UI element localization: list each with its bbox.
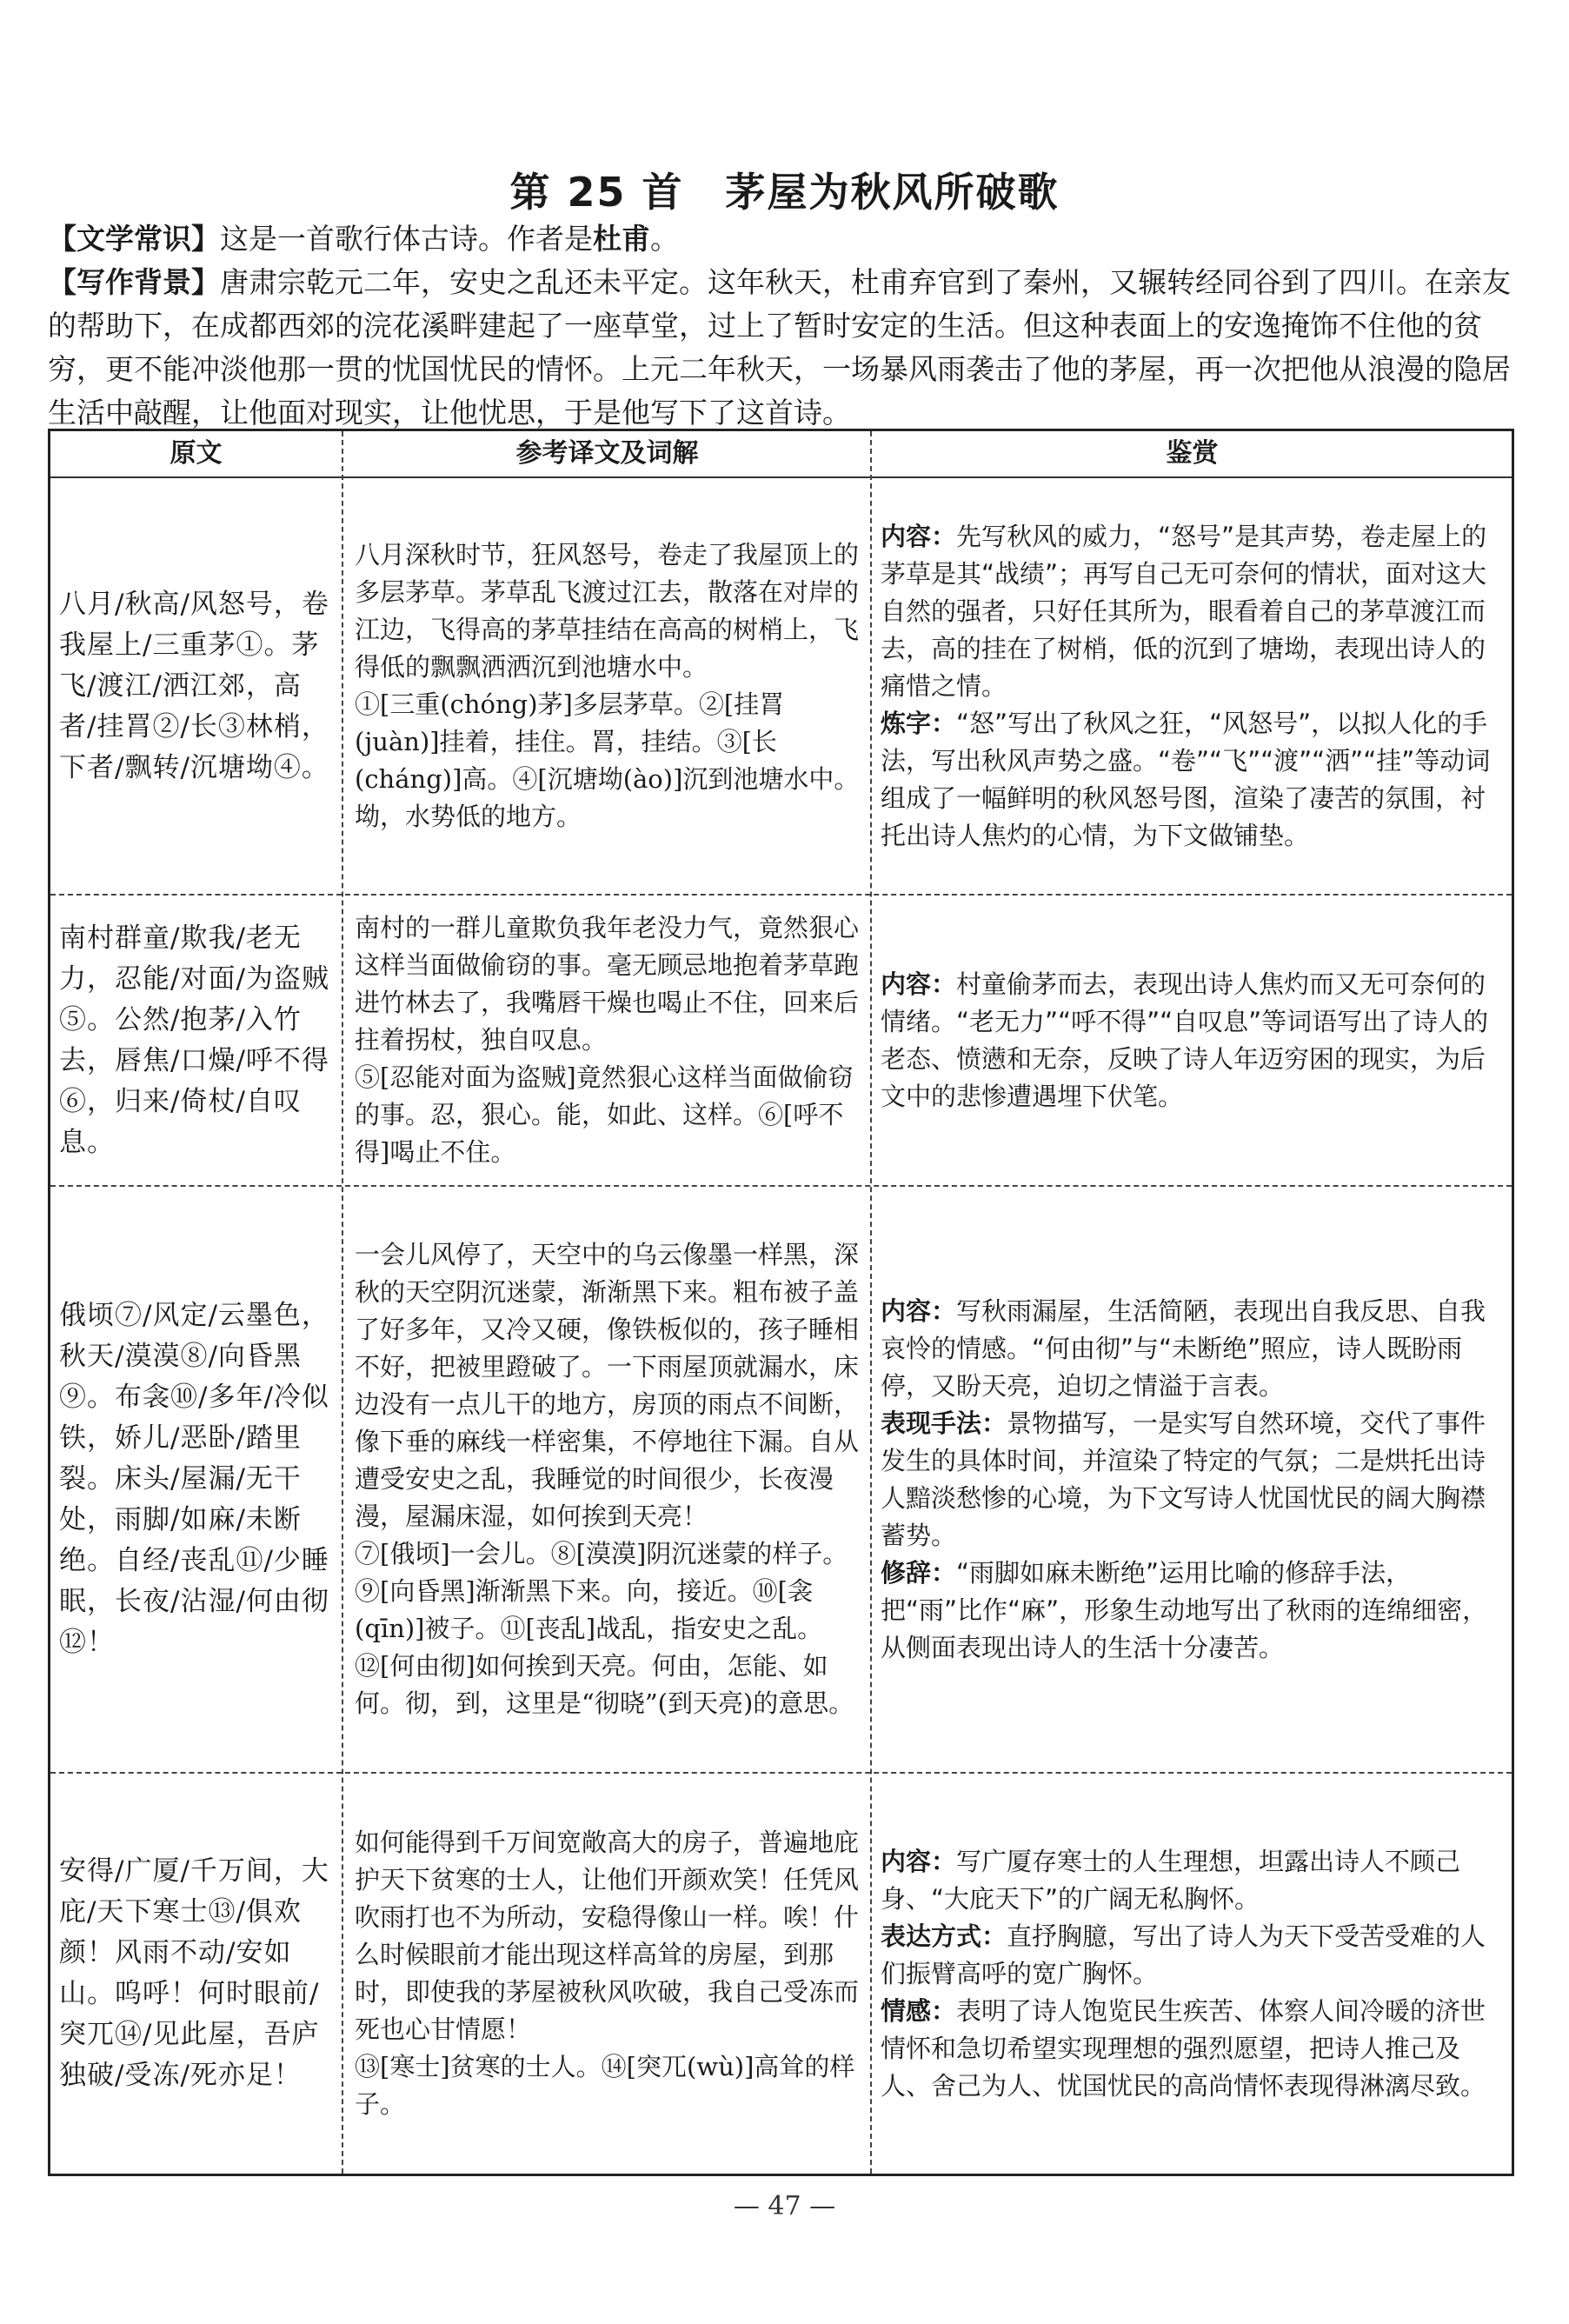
original-text: 南村群童/欺我/老无力，忍能/对面/为盗贼⑤。公然/抱茅/入竹去，唇焦/口燥/呼不得⑥，归来/倚杖/自叹息。 — [59, 922, 329, 1158]
appreciation-item — [881, 1293, 1505, 1405]
word-notes: ⑤[忍能对面为盗贼]竟然狠心这样当面做偷窃的事。忍，狠心。能，如此、这样。⑥[呼不得]喝止不住。 — [355, 1062, 854, 1167]
original-text: 八月/秋高/风怒号，卷我屋上/三重茅①。茅飞/渡江/洒江郊，高者/挂罥②/长③林梢，下者/飘转/沉塘坳④。 — [59, 588, 329, 783]
appreciation-item — [881, 518, 1505, 705]
word-notes: ①[三重(chóng)茅]多层茅草。②[挂罥(juàn)]挂着，挂住。罥，挂结。③[长(cháng)]高。④[沉塘坳(ào)]沉到池塘水中。坳，水势低的地方。 — [355, 689, 860, 831]
appreciation-text: 写秋雨漏屋，生活简陋，表现出自我反思、自我哀怜的情感。“何由彻”与“未断绝”照应，诗人既盼雨停，又盼天亮，迫切之情溢于言表。 — [881, 1295, 1486, 1401]
translation-cell — [355, 1187, 863, 1772]
appreciation-label: 炼字： — [881, 708, 957, 738]
translation-cell — [355, 1774, 863, 2174]
translation-cell — [355, 478, 863, 894]
appreciation-text: 直抒胸臆，写出了诗人为天下受苦受难的人们振臂高呼的宽广胸怀。 — [881, 1921, 1486, 1988]
header-translation: 参考译文及词解 — [515, 438, 699, 469]
appreciation-label: 表达方式： — [881, 1921, 1007, 1951]
literary-knowledge-end: 。 — [650, 222, 679, 256]
appreciation-label: 内容： — [881, 1295, 957, 1326]
page-number: — 47 — — [733, 2191, 836, 2221]
appreciation-item — [881, 1993, 1505, 2105]
literary-knowledge-tag: 【文学常识】 — [48, 222, 220, 256]
appreciation-cell — [881, 478, 1505, 894]
table-header — [50, 431, 1512, 478]
appreciation-text: 写广厦存寒士的人生理想，坦露出诗人不顾己身、“大庇天下”的广阔无私胸怀。 — [881, 1846, 1461, 1914]
appreciation-label: 内容： — [881, 969, 957, 999]
appreciation-label: 内容： — [881, 521, 957, 551]
table-row — [59, 896, 333, 1185]
appreciation-item — [881, 1555, 1505, 1667]
appreciation-item — [881, 1405, 1505, 1555]
appreciation-text: 景物描写，一是实写自然环境，交代了事件发生的具体时间，并渲染了特定的气氛；二是烘托出诗人黯淡愁惨的心境，为下文写诗人忧国忧民的阔大胸襟蓄势。 — [881, 1408, 1486, 1550]
writing-background-tag: 【写作背景】 — [48, 265, 220, 299]
table-row — [59, 1774, 333, 2174]
appreciation-label: 修辞： — [881, 1557, 957, 1588]
appreciation-text: 村童偷茅而去，表现出诗人焦灼而又无可奈何的情绪。“老无力”“呼不得”“自叹息”等词语写出了诗人的老态、愤懑和无奈，反映了诗人年迈穷困的现实，为后文中的悲惨遭遇埋下伏笔。 — [881, 969, 1489, 1111]
translation-cell — [355, 896, 863, 1185]
header-appreciation: 鉴赏 — [1166, 438, 1219, 469]
appreciation-text: 表明了诗人饱览民生疾苦、体察人间冷暖的济世情怀和急切希望实现理想的强烈愿望，把诗人推己及人、舍己为人、忧国忧民的高尚情怀表现得淋漓尽致。 — [881, 1995, 1486, 2101]
appreciation-item — [881, 1843, 1505, 1918]
column-divider — [870, 431, 872, 2174]
appreciation-label: 情感： — [881, 1995, 957, 2026]
appreciation-item — [881, 1918, 1505, 1993]
appreciation-cell — [881, 1774, 1505, 2174]
poem-table — [48, 429, 1514, 2176]
appreciation-item — [881, 966, 1505, 1115]
translation-text: 南村的一群儿童欺负我年老没力气，竟然狠心这样当面做偷窃的事。毫无顾忌地抱着茅草跑进竹林去了，我嘴唇干燥也喝止不住，回来后拄着拐杖，独自叹息。 — [355, 913, 860, 1055]
translation-text: 一会儿风停了，天空中的乌云像墨一样黑，深秋的天空阴沉迷蒙，渐渐黑下来。粗布被子盖了好多年，又冷又硬，像铁板似的，孩子睡相不好，把被里蹬破了。一下雨屋顶就漏水，床边没有一点儿干的地方，房顶的雨点不间断，像下垂的麻线一样密集，不停地往下漏。自从遭受安史之乱，我睡觉的时间很少，长夜漫漫，屋漏床湿，如何挨到天亮！ — [355, 1240, 860, 1531]
appreciation-cell — [881, 896, 1505, 1185]
appreciation-label: 表现手法： — [881, 1408, 1007, 1438]
appreciation-text: “雨脚如麻未断绝”运用比喻的修辞手法，把“雨”比作“麻”，形象生动地写出了秋雨的连绵细密，从侧面表现出诗人的生活十分凄苦。 — [881, 1557, 1488, 1662]
appreciation-item — [881, 705, 1505, 855]
header-original: 原文 — [170, 438, 223, 469]
table-row — [59, 478, 333, 894]
appreciation-cell — [881, 1187, 1505, 1772]
literary-knowledge — [48, 217, 1517, 261]
translation-text: 如何能得到千万间宽敞高大的房子，普遍地庇护天下贫寒的士人，让他们开颜欢笑！任凭风吹雨打也不为所动，安稳得像山一样。唉！什么时候眼前才能出现这样高耸的房屋，到那时，即使我的茅屋被秋风吹破，我自己受冻而死也心甘情愿！ — [355, 1828, 860, 2044]
translation-text: 八月深秋时节，狂风怒号，卷走了我屋顶上的多层茅草。茅草乱飞渡过江去，散落在对岸的江边，飞得高的茅草挂结在高高的树梢上，飞得低的飘飘洒洒沉到池塘水中。 — [355, 540, 860, 682]
appreciation-text: “怒”写出了秋风之狂，“风怒号”，以拟人化的手法，写出秋风声势之盛。“卷”“飞”“渡”“洒”“挂”等动词组成了一幅鲜明的秋风怒号图，渲染了凄苦的氛围，衬托出诗人焦灼的心情，为下文做铺垫。 — [881, 708, 1491, 850]
word-notes: ⑬[寒士]贫寒的士人。⑭[突兀(wù)]高耸的样子。 — [355, 2052, 855, 2119]
writing-background — [48, 261, 1517, 435]
column-divider — [342, 431, 343, 2174]
poem-title: 第 25 首 茅屋为秋风所破歌 — [509, 169, 1060, 216]
literary-knowledge-text: 这是一首歌行体古诗。作者是 — [220, 222, 593, 256]
appreciation-label: 内容： — [881, 1846, 957, 1876]
author-name: 杜甫 — [593, 222, 650, 256]
writing-background-text: 唐肃宗乾元二年，安史之乱还未平定。这年秋天，杜甫弃官到了秦州，又辗转经同谷到了四川。在亲友的帮助下，在成都西郊的浣花溪畔建起了一座草堂，过上了暂时安定的生活。但这种表面上的安逸掩饰不住他的贫穷，更不能冲淡他那一贯的忧国忧民的情怀。上元二年秋天，一场暴风雨袭击了他的茅屋，再一次把他从浪漫的隐居生活中敲醒，让他面对现实，让他忧思，于是他写下了这首诗。 — [48, 265, 1511, 430]
word-notes: ⑦[俄顷]一会儿。⑧[漠漠]阴沉迷蒙的样子。⑨[向昏黑]渐渐黑下来。向，接近。⑩[衾(qīn)]被子。⑪[丧乱]战乱，指安史之乱。⑫[何由彻]如何挨到天亮。何由，怎能、如何。彻，到，这里是“彻晓”(到天亮)的意思。 — [355, 1539, 854, 1718]
original-text: 安得/广厦/千万间，大庇/天下寒士⑬/俱欢颜！风雨不动/安如山。呜呼！何时眼前/突兀⑭/见此屋，吾庐独破/受冻/死亦足！ — [59, 1855, 329, 2091]
original-text: 俄顷⑦/风定/云墨色，秋天/漠漠⑧/向昏黑⑨。布衾⑩/多年/冷似铁，娇儿/恶卧/踏里裂。床头/屋漏/无干处，雨脚/如麻/未断绝。自经/丧乱⑪/少睡眠，长夜/沾湿/何由彻⑫！ — [59, 1300, 329, 1658]
appreciation-text: 先写秋风的威力，“怒号”是其声势，卷走屋上的茅草是其“战绩”；再写自己无可奈何的情状，面对这大自然的强者，只好任其所为，眼看着自己的茅草渡江而去，高的挂在了树梢，低的沉到了塘坳，表现出诗人的痛惜之情。 — [881, 521, 1487, 701]
table-row — [59, 1187, 333, 1772]
